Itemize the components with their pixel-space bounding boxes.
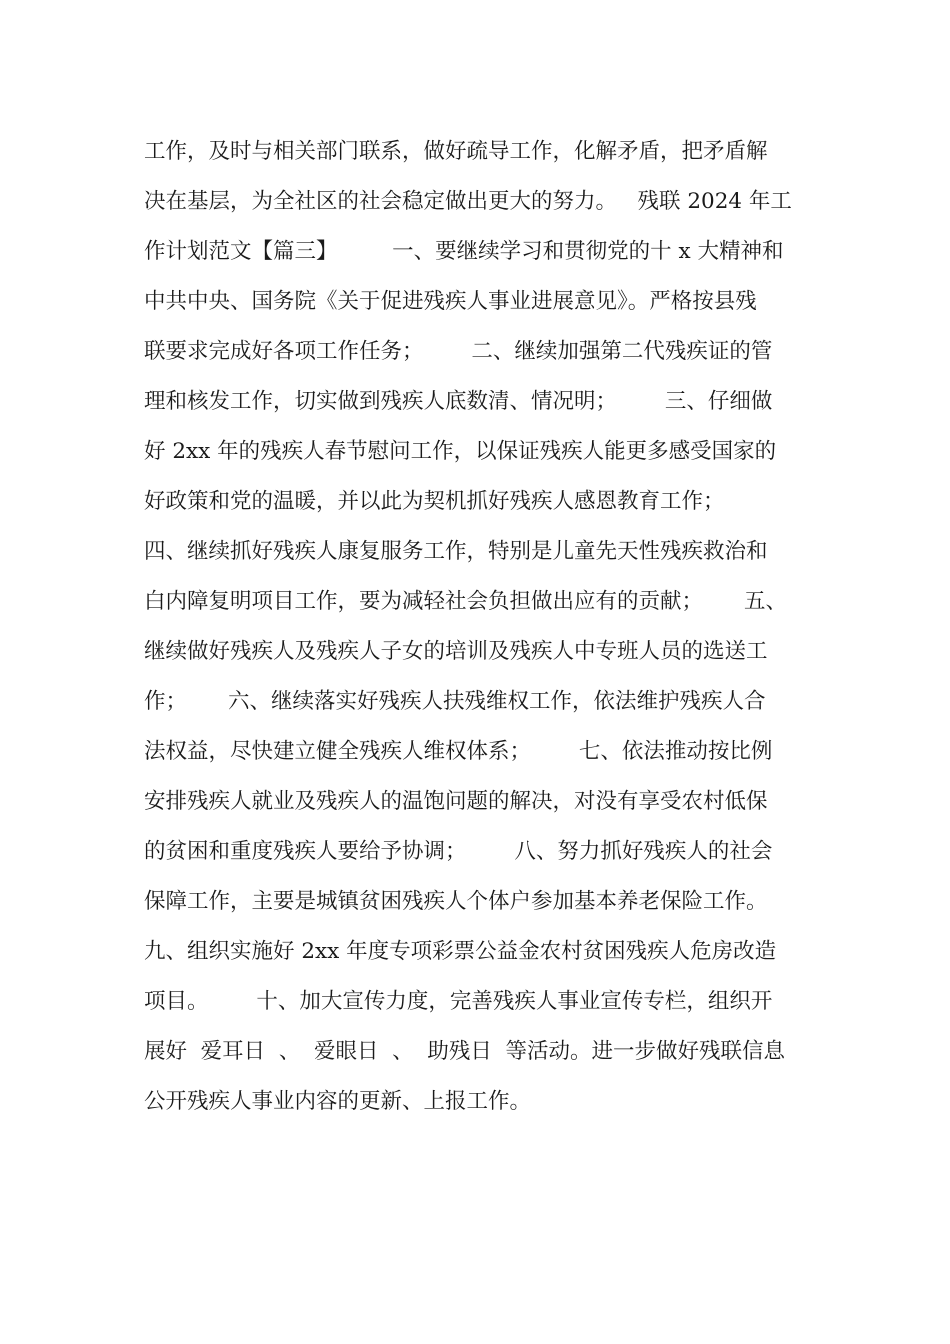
text-line: 决在基层，为全社区的社会稳定做出更大的努力。 残联 2024 年工: [144, 189, 792, 214]
text-line: 作计划范文【篇三】 一、要继续学习和贯彻党的十 x 大精神和: [144, 239, 784, 264]
text-line: 作； 六、继续落实好残疾人扶残维权工作，依法维护残疾人合: [144, 689, 766, 714]
text-line: 好政策和党的温暖，并以此为契机抓好残疾人感恩教育工作；: [144, 489, 725, 514]
text-line: 保障工作，主要是城镇贫困残疾人个体户参加基本养老保险工作。: [144, 889, 768, 914]
text-line: 项目。 十、加大宣传力度，完善残疾人事业宣传专栏，组织开: [144, 989, 773, 1014]
text-line: 理和核发工作，切实做到残疾人底数清、情况明； 三、仔细做: [144, 389, 773, 414]
text-line: 白内障复明项目工作，要为减轻社会负担做出应有的贡献； 五、: [144, 589, 788, 614]
text-line: 的贫困和重度残疾人要给予协调； 八、努力抓好残疾人的社会: [144, 839, 773, 864]
text-line: 法权益，尽快建立健全残疾人维权体系； 七、依法推动按比例: [144, 739, 773, 764]
text-line: 公开残疾人事业内容的更新、上报工作。: [144, 1089, 532, 1114]
text-line: 继续做好残疾人及残疾人子女的培训及残疾人中专班人员的选送工: [144, 639, 768, 664]
body-text: [144, 132, 824, 1132]
text-line: 四、继续抓好残疾人康复服务工作，特别是儿童先天性残疾救治和: [144, 539, 768, 564]
text-line: 联要求完成好各项工作任务； 二、继续加强第二代残疾证的管: [144, 339, 773, 364]
text-line: 展好 爱耳日 、 爱眼日 、 助残日 等活动。进一步做好残联信息: [144, 1039, 786, 1064]
text-line: 九、组织实施好 2xx 年度专项彩票公益金农村贫困残疾人危房改造: [144, 939, 777, 964]
text-line: 工作，及时与相关部门联系，做好疏导工作，化解矛盾，把矛盾解: [144, 139, 768, 164]
text-line: 好 2xx 年的残疾人春节慰问工作，以保证残疾人能更多感受国家的: [144, 439, 777, 464]
text-line: 中共中央、国务院《关于促进残疾人事业进展意见》。严格按县残: [144, 289, 757, 314]
text-line: 安排残疾人就业及残疾人的温饱问题的解决，对没有享受农村低保: [144, 789, 768, 814]
